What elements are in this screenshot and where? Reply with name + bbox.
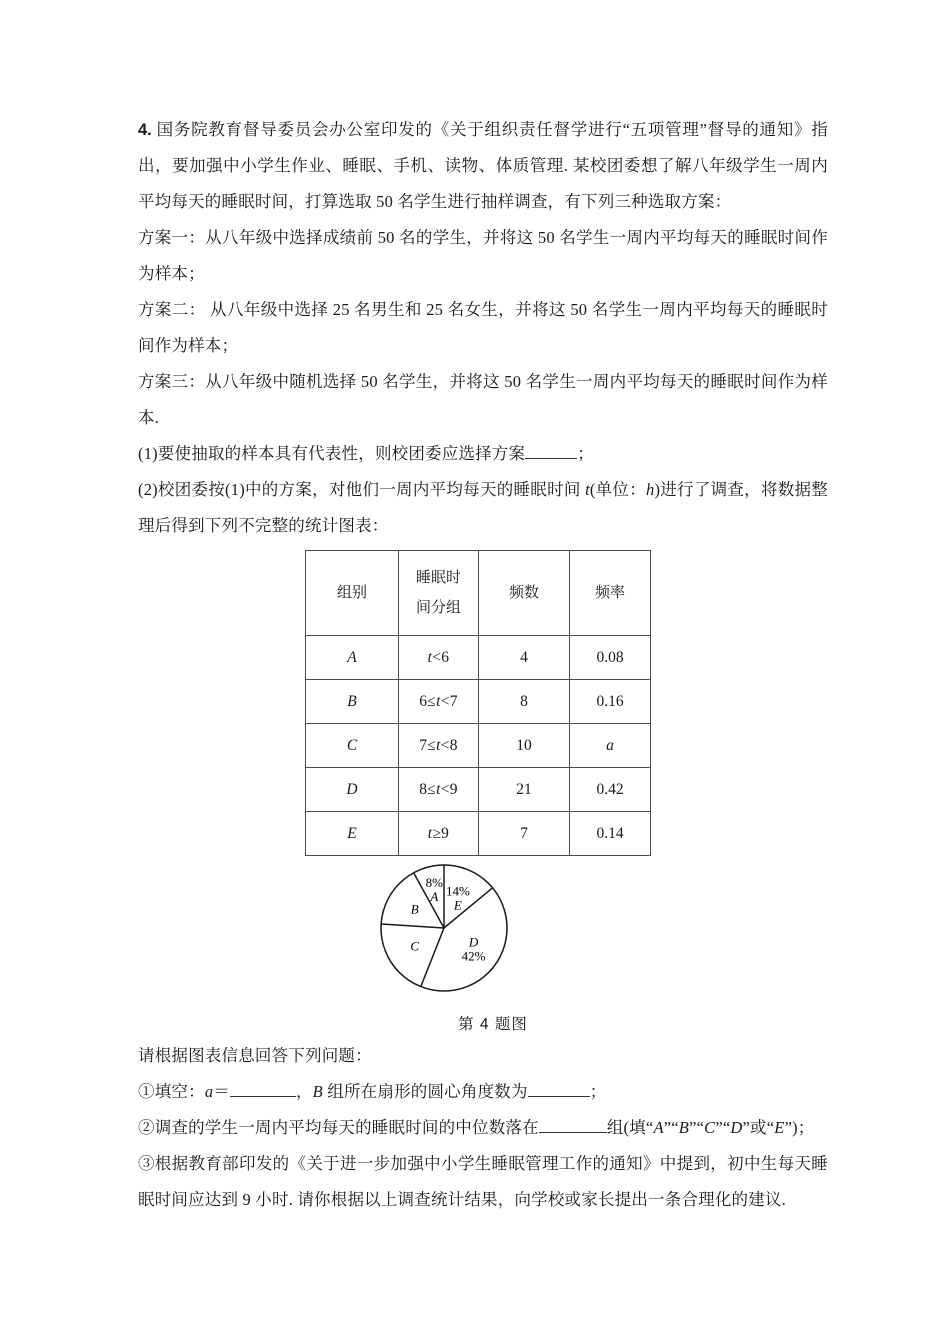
item2-tail: ”)；	[784, 1118, 815, 1137]
question-2-lead: (2)校团委按(1)中的方案，对他们一周内平均每天的睡眠时间	[138, 480, 586, 499]
range-post: <7	[440, 693, 458, 710]
item1-pre: ①填空：	[138, 1082, 205, 1101]
question-1-tail: ；	[577, 444, 594, 463]
pie-label-name: E	[453, 897, 462, 913]
pie-label-percent: 14%	[445, 883, 470, 899]
item2-or: ”或“	[742, 1118, 775, 1137]
instructions-line: 请根据图表信息回答下列问题：	[138, 1046, 372, 1065]
item1-group-b: B	[312, 1082, 323, 1101]
item1-comma: ，	[295, 1082, 313, 1101]
sleep-distribution-pie-chart	[370, 860, 520, 1005]
row-rate: 0.08	[570, 636, 651, 680]
range-pre: 7≤	[419, 737, 437, 754]
row-rate: 0.16	[570, 680, 651, 724]
row-group: D	[306, 768, 399, 812]
range-var: t	[427, 649, 433, 666]
row-count: 8	[479, 680, 570, 724]
table-row	[306, 768, 651, 812]
item2-option-d: D	[730, 1118, 743, 1137]
figure-caption: 第 4 题图	[458, 1016, 528, 1033]
range-post: <8	[440, 737, 458, 754]
row-count: 10	[479, 724, 570, 768]
problem-number: 4.	[138, 121, 152, 139]
problem-stem-text: 国务院教育督导委员会办公室印发的《关于组织责任督学进行“五项管理”督导的通知》指出，要加强中小学生作业、睡眠、手机、读物、体质管理. 某校团委想了解八年级学生一周内平均每天的睡眠时间，打算选取 50 名学生进行抽样调查，有下列三种选取方案：	[138, 120, 828, 211]
row-range	[399, 812, 479, 856]
pie-chart-area	[138, 860, 828, 1010]
item1-tail: ；	[589, 1082, 607, 1101]
row-group: C	[306, 724, 399, 768]
quote-sep-3: ”“	[715, 1118, 731, 1137]
item2-option-c: C	[704, 1118, 716, 1137]
row-range	[399, 636, 479, 680]
plan-one: 方案一：从八年级中选择成绩前 50 名的学生，并将这 50 名学生一周内平均每天的睡眠时间作为样本；	[138, 228, 828, 283]
pie-label-c	[410, 939, 419, 954]
range-post: <9	[440, 781, 458, 798]
table-header-range-line2: 间分组	[415, 599, 461, 616]
pie-label-percent: 8%	[425, 875, 443, 891]
problem-content	[138, 112, 828, 1218]
range-var: t	[436, 693, 441, 710]
row-count: 21	[479, 768, 570, 812]
plan-two: 方案二： 从八年级中选择 25 名男生和 25 名女生，并将这 50 名学生一周内平均每天的睡眠时间作为样本；	[138, 300, 828, 355]
plan-three: 方案三：从八年级中随机选择 50 名学生，并将这 50 名学生一周内平均每天的睡眠时间作为样本.	[138, 372, 828, 427]
row-group: A	[306, 636, 399, 680]
item1-equals: ＝	[213, 1082, 230, 1101]
item1-mid: 组所在扇形的圆心角度数为	[322, 1082, 528, 1101]
variable-t: t	[585, 480, 590, 499]
item2-option-b: B	[678, 1118, 690, 1137]
row-count: 4	[479, 636, 570, 680]
pie-label-name: 42%	[461, 948, 486, 964]
question-2-unit-open: (单位：	[589, 480, 647, 499]
question-1	[138, 436, 828, 472]
range-post: ≥9	[432, 825, 450, 842]
sub-question-3: ③根据教育部印发的《关于进一步加强中小学生睡眠管理工作的通知》中提到，初中生每天睡眠时间应达到 9 小时. 请你根据以上调查统计结果，向学校或家长提出一条合理化的建议.	[138, 1154, 828, 1209]
pie-label-percent: D	[468, 934, 479, 950]
quote-sep-2: ”“	[689, 1118, 705, 1137]
pie-label-b	[411, 901, 419, 916]
item2-pre: ②调查的学生一周内平均每天的睡眠时间的中位数落在	[138, 1118, 539, 1137]
table-header-frequency: 频数	[479, 551, 570, 636]
question-2	[138, 472, 828, 544]
answer-blank-angle[interactable]	[528, 1096, 590, 1097]
range-pre: 6≤	[419, 693, 437, 710]
range-var: t	[427, 825, 433, 842]
range-var: t	[436, 781, 441, 798]
answer-blank-a[interactable]	[230, 1096, 296, 1097]
question-2-unit-close: )进行了调查，将数据整理后得到下列不完整的统计图表：	[138, 480, 829, 535]
range-post: <6	[432, 649, 450, 666]
row-rate: 0.42	[570, 768, 651, 812]
item2-option-a: A	[653, 1118, 664, 1137]
statistics-table-wrap	[138, 550, 828, 856]
variable-h: h	[646, 480, 655, 499]
sub-question-2	[138, 1110, 828, 1146]
table-row	[306, 812, 651, 856]
table-header-group: 组别	[306, 551, 399, 636]
answer-blank-q1[interactable]	[525, 458, 577, 459]
item2-mid: 组(填“	[606, 1118, 654, 1137]
table-header-rate: 频率	[570, 551, 651, 636]
range-pre: 8≤	[419, 781, 437, 798]
range-var: t	[436, 737, 441, 754]
sub-question-1	[138, 1074, 828, 1110]
table-header-row	[306, 551, 651, 636]
statistics-table	[305, 550, 651, 856]
item1-variable-a: a	[204, 1082, 214, 1101]
table-row	[306, 724, 651, 768]
row-group: B	[306, 680, 399, 724]
row-rate: 0.14	[570, 812, 651, 856]
table-header-range-line1: 睡眠时	[415, 569, 461, 586]
pie-label-name: C	[410, 938, 420, 954]
row-group: E	[306, 812, 399, 856]
row-count: 7	[479, 812, 570, 856]
problem-stem	[138, 112, 828, 220]
table-row	[306, 636, 651, 680]
pie-label-name: A	[430, 889, 439, 905]
row-range	[399, 768, 479, 812]
pie-label-name: B	[410, 901, 419, 917]
row-range	[399, 724, 479, 768]
quote-sep-1: ”“	[663, 1118, 679, 1137]
table-row	[306, 680, 651, 724]
row-rate: a	[570, 724, 651, 768]
table-header-range	[399, 551, 479, 636]
item2-option-e: E	[774, 1118, 785, 1137]
row-range	[399, 680, 479, 724]
question-1-text: (1)要使抽取的样本具有代表性，则校团委应选择方案	[138, 444, 526, 463]
answer-blank-median[interactable]	[539, 1132, 607, 1133]
